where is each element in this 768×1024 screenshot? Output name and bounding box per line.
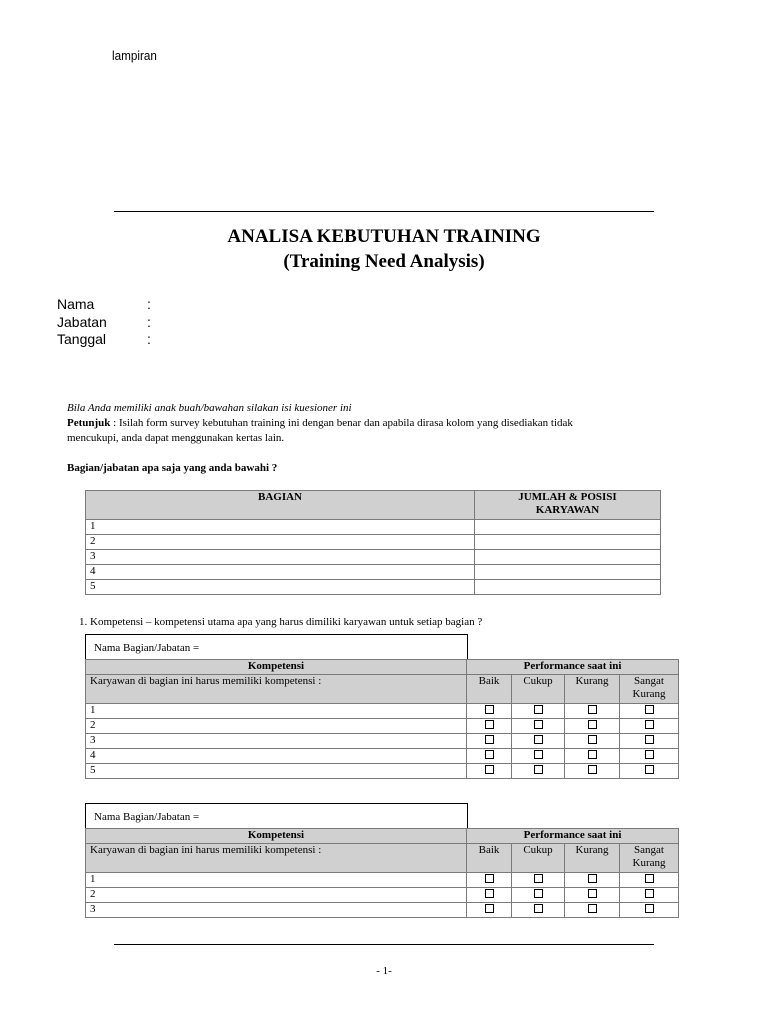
table-row [86,565,661,580]
checkbox-kurang[interactable] [588,720,597,729]
jumlah-cell[interactable] [475,580,661,595]
row-number[interactable]: 1 [86,873,467,888]
col-jumlah-line1: JUMLAH & POSISI [518,491,617,503]
checkbox-sangat-kurang[interactable] [645,705,654,714]
row-number[interactable]: 3 [86,903,467,918]
checkbox-sangat-kurang[interactable] [645,735,654,744]
sangat-line2: Kurang [632,857,666,869]
checkbox-kurang[interactable] [588,874,597,883]
lampiran-label: lampiran [112,48,157,63]
table-row [86,764,679,779]
table-row [86,704,679,719]
kompetensi-desc: Karyawan di bagian ini harus memiliki kompetensi : [86,675,467,704]
cukup-header: Cukup [512,675,565,704]
checkbox-kurang[interactable] [588,750,597,759]
checkbox-baik[interactable] [485,750,494,759]
kurang-header: Kurang [565,675,620,704]
bagian-table [85,490,661,595]
field-tanggal-colon: : [147,331,151,347]
table-row [86,873,679,888]
baik-header: Baik [467,675,512,704]
field-jabatan-label: Jabatan [57,314,107,330]
checkbox-baik[interactable] [485,735,494,744]
field-nama-label: Nama [57,296,95,312]
jumlah-cell[interactable] [475,535,661,550]
row-number[interactable]: 2 [86,535,475,550]
sangat-line2: Kurang [632,688,666,700]
checkbox-cukup[interactable] [534,904,543,913]
checkbox-kurang[interactable] [588,904,597,913]
checkbox-sangat-kurang[interactable] [645,765,654,774]
checkbox-sangat-kurang[interactable] [645,889,654,898]
performance-header: Performance saat ini [467,660,679,675]
checkbox-cukup[interactable] [534,720,543,729]
checkbox-cukup[interactable] [534,735,543,744]
kompetensi-table-b [85,828,679,918]
col-jumlah-header [475,491,661,520]
field-nama-colon: : [147,296,151,312]
row-number[interactable]: 4 [86,565,475,580]
row-number[interactable]: 1 [86,520,475,535]
table-row [86,903,679,918]
table-row [86,580,661,595]
performance-header: Performance saat ini [467,829,679,844]
kompetensi-table-a [85,659,679,779]
intro-italic: Bila Anda memiliki anak buah/bawahan silakan isi kuesioner ini [67,402,352,414]
page-number: - 1- [376,965,392,977]
checkbox-cukup[interactable] [534,889,543,898]
checkbox-kurang[interactable] [588,705,597,714]
row-number[interactable]: 1 [86,704,467,719]
sangat-line1: Sangat [634,675,664,687]
table-row [86,888,679,903]
table-row [86,749,679,764]
checkbox-cukup[interactable] [534,874,543,883]
bottom-rule [114,944,654,945]
checkbox-sangat-kurang[interactable] [645,904,654,913]
baik-header: Baik [467,844,512,873]
row-number[interactable]: 2 [86,888,467,903]
sangat-line1: Sangat [634,844,664,856]
field-jabatan-colon: : [147,314,151,330]
nama-bagian-box-b[interactable]: Nama Bagian/Jabatan = [85,803,468,829]
question-kompetensi: 1. Kompetensi – kompetensi utama apa yang harus dimiliki karyawan untuk setiap bagian ? [79,616,483,628]
checkbox-kurang[interactable] [588,889,597,898]
kompetensi-header: Kompetensi [86,829,467,844]
jumlah-cell[interactable] [475,520,661,535]
cukup-header: Cukup [512,844,565,873]
intro-petunjuk [67,416,667,430]
sangat-kurang-header [620,844,679,873]
checkbox-cukup[interactable] [534,705,543,714]
page-subtitle: (Training Need Analysis) [283,251,485,272]
checkbox-cukup[interactable] [534,750,543,759]
nama-bagian-box-a[interactable]: Nama Bagian/Jabatan = [85,634,468,660]
field-tanggal-label: Tanggal [57,331,107,347]
checkbox-baik[interactable] [485,874,494,883]
table-row [86,550,661,565]
table-row [86,719,679,734]
checkbox-sangat-kurang[interactable] [645,750,654,759]
checkbox-cukup[interactable] [534,765,543,774]
col-bagian-header: BAGIAN [86,491,475,520]
row-number[interactable]: 3 [86,734,467,749]
checkbox-kurang[interactable] [588,765,597,774]
jumlah-cell[interactable] [475,550,661,565]
row-number[interactable]: 3 [86,550,475,565]
petunjuk-text-2: mencukupi, anda dapat menggunakan kertas lain. [67,432,285,444]
petunjuk-label: Petunjuk [67,417,111,429]
col-jumlah-line2: KARYAWAN [535,504,600,516]
row-number[interactable]: 4 [86,749,467,764]
checkbox-sangat-kurang[interactable] [645,720,654,729]
table-row [86,734,679,749]
checkbox-sangat-kurang[interactable] [645,874,654,883]
row-number[interactable]: 5 [86,764,467,779]
sangat-kurang-header [620,675,679,704]
row-number[interactable]: 5 [86,580,475,595]
kurang-header: Kurang [565,844,620,873]
row-number[interactable]: 2 [86,719,467,734]
question-bagian: Bagian/jabatan apa saja yang anda bawahi ? [67,462,278,474]
checkbox-baik[interactable] [485,889,494,898]
table-row [86,535,661,550]
jumlah-cell[interactable] [475,565,661,580]
top-rule [114,211,654,212]
kompetensi-header: Kompetensi [86,660,467,675]
kompetensi-desc: Karyawan di bagian ini harus memiliki kompetensi : [86,844,467,873]
table-row [86,520,661,535]
checkbox-baik[interactable] [485,705,494,714]
checkbox-kurang[interactable] [588,735,597,744]
checkbox-baik[interactable] [485,904,494,913]
page-title: ANALISA KEBUTUHAN TRAINING [227,226,541,247]
checkbox-baik[interactable] [485,720,494,729]
checkbox-baik[interactable] [485,765,494,774]
petunjuk-text-1: : Isilah form survey kebutuhan training ini dengan benar dan apabila dirasa kolom yang disediakan tidak [110,417,573,429]
